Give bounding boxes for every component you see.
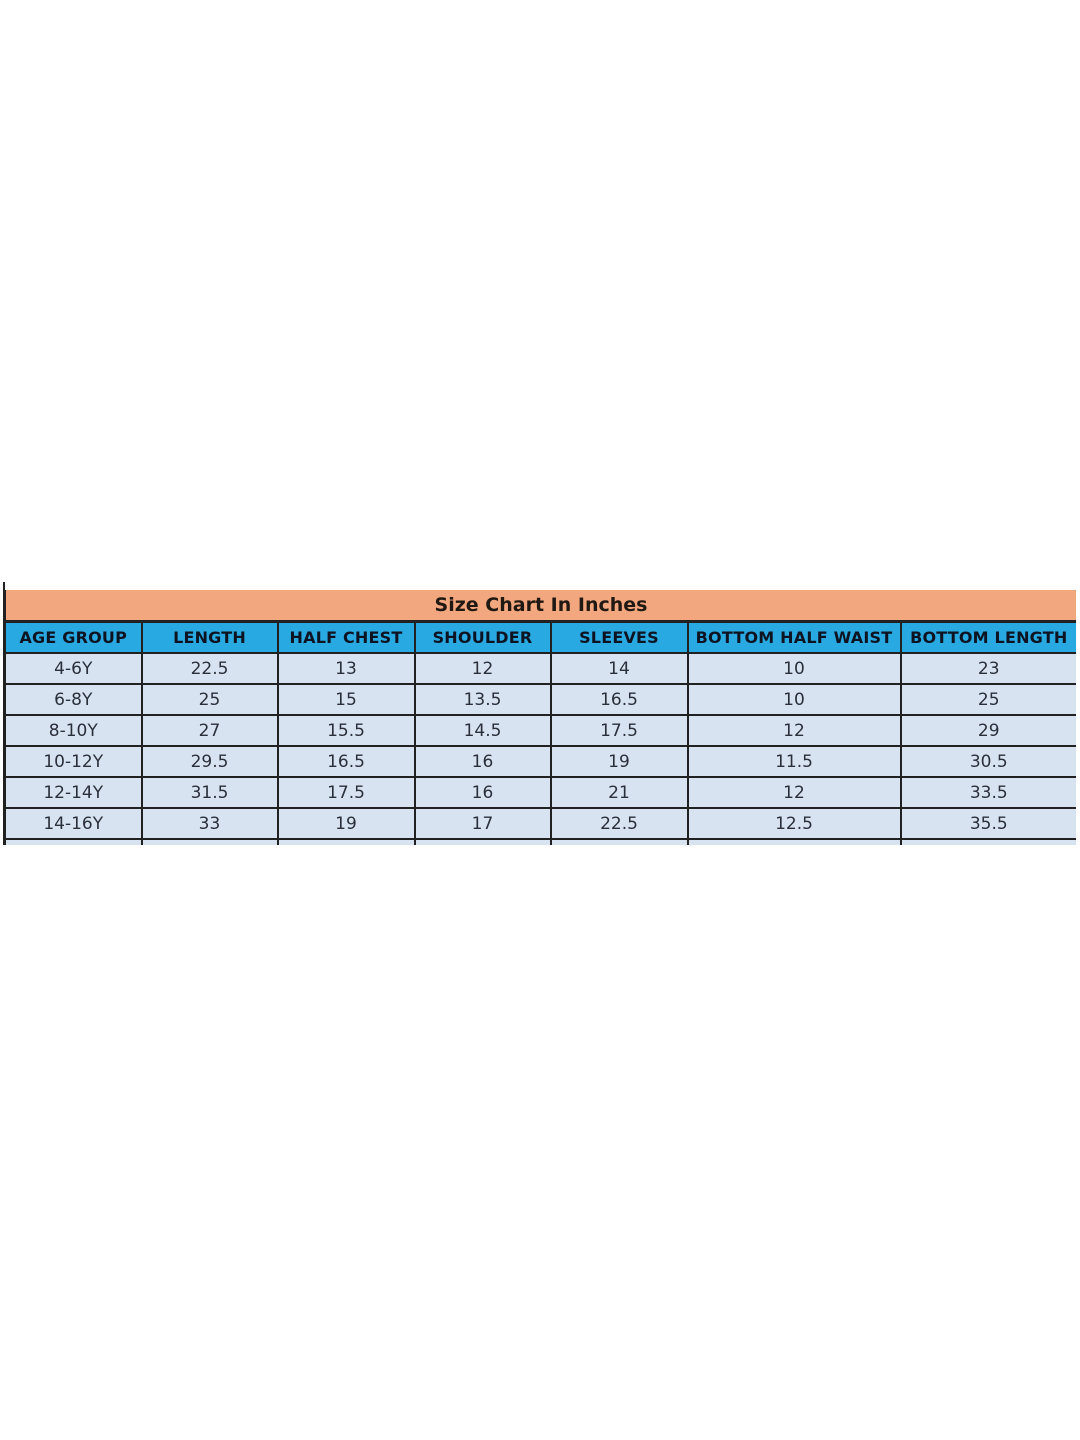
age-group-cell: 8-10Y <box>5 715 142 746</box>
table-row <box>5 653 1077 684</box>
age-group-cell: 4-6Y <box>5 653 142 684</box>
column-header: HALF CHEST <box>278 622 415 654</box>
column-header: BOTTOM LENGTH <box>901 622 1077 654</box>
measurement-cell: 23 <box>901 653 1077 684</box>
measurement-cell: 13 <box>278 653 415 684</box>
measurement-cell: 19 <box>551 746 688 777</box>
measurement-cell: 14.5 <box>415 715 551 746</box>
column-header: LENGTH <box>142 622 278 654</box>
table-row <box>5 808 1077 839</box>
measurement-cell: 30.5 <box>901 746 1077 777</box>
measurement-cell: 16.5 <box>278 746 415 777</box>
clipped-partial-row <box>5 839 1077 845</box>
table-row <box>5 777 1077 808</box>
age-group-cell: 6-8Y <box>5 684 142 715</box>
measurement-cell: 31.5 <box>142 777 278 808</box>
measurement-cell: 17.5 <box>278 777 415 808</box>
measurement-cell: 10 <box>688 684 901 715</box>
clipped-border-stub <box>3 582 5 590</box>
measurement-cell: 25 <box>901 684 1077 715</box>
column-header: SHOULDER <box>415 622 551 654</box>
measurement-cell: 35.5 <box>901 808 1077 839</box>
measurement-cell: 16 <box>415 777 551 808</box>
measurement-cell: 12 <box>415 653 551 684</box>
size-chart-table <box>3 590 1076 845</box>
table-row <box>5 715 1077 746</box>
measurement-cell: 19 <box>278 808 415 839</box>
measurement-cell: 33.5 <box>901 777 1077 808</box>
column-header-row <box>5 622 1077 654</box>
measurement-cell: 12.5 <box>688 808 901 839</box>
measurement-cell: 27 <box>142 715 278 746</box>
measurement-cell: 22.5 <box>551 808 688 839</box>
measurement-cell: 15 <box>278 684 415 715</box>
table-head <box>5 590 1077 653</box>
age-group-cell: 14-16Y <box>5 808 142 839</box>
title-row <box>5 590 1077 622</box>
measurement-cell: 22.5 <box>142 653 278 684</box>
column-header: BOTTOM HALF WAIST <box>688 622 901 654</box>
clipped-cell <box>551 839 688 845</box>
measurement-cell: 10 <box>688 653 901 684</box>
clipped-cell <box>278 839 415 845</box>
measurement-cell: 29.5 <box>142 746 278 777</box>
clipped-cell <box>5 839 142 845</box>
size-chart-container <box>3 590 1076 845</box>
column-header: SLEEVES <box>551 622 688 654</box>
clipped-rows <box>5 839 1077 845</box>
measurement-cell: 12 <box>688 777 901 808</box>
age-group-cell: 12-14Y <box>5 777 142 808</box>
measurement-cell: 29 <box>901 715 1077 746</box>
measurement-cell: 21 <box>551 777 688 808</box>
table-body <box>5 653 1077 839</box>
table-row <box>5 684 1077 715</box>
measurement-cell: 13.5 <box>415 684 551 715</box>
measurement-cell: 25 <box>142 684 278 715</box>
measurement-cell: 17 <box>415 808 551 839</box>
measurement-cell: 17.5 <box>551 715 688 746</box>
table-title: Size Chart In Inches <box>5 590 1077 622</box>
measurement-cell: 15.5 <box>278 715 415 746</box>
measurement-cell: 16.5 <box>551 684 688 715</box>
measurement-cell: 11.5 <box>688 746 901 777</box>
clipped-cell <box>901 839 1077 845</box>
measurement-cell: 12 <box>688 715 901 746</box>
age-group-cell: 10-12Y <box>5 746 142 777</box>
clipped-cell <box>142 839 278 845</box>
measurement-cell: 33 <box>142 808 278 839</box>
measurement-cell: 16 <box>415 746 551 777</box>
clipped-cell <box>415 839 551 845</box>
column-header: AGE GROUP <box>5 622 142 654</box>
clipped-cell <box>688 839 901 845</box>
measurement-cell: 14 <box>551 653 688 684</box>
table-row <box>5 746 1077 777</box>
